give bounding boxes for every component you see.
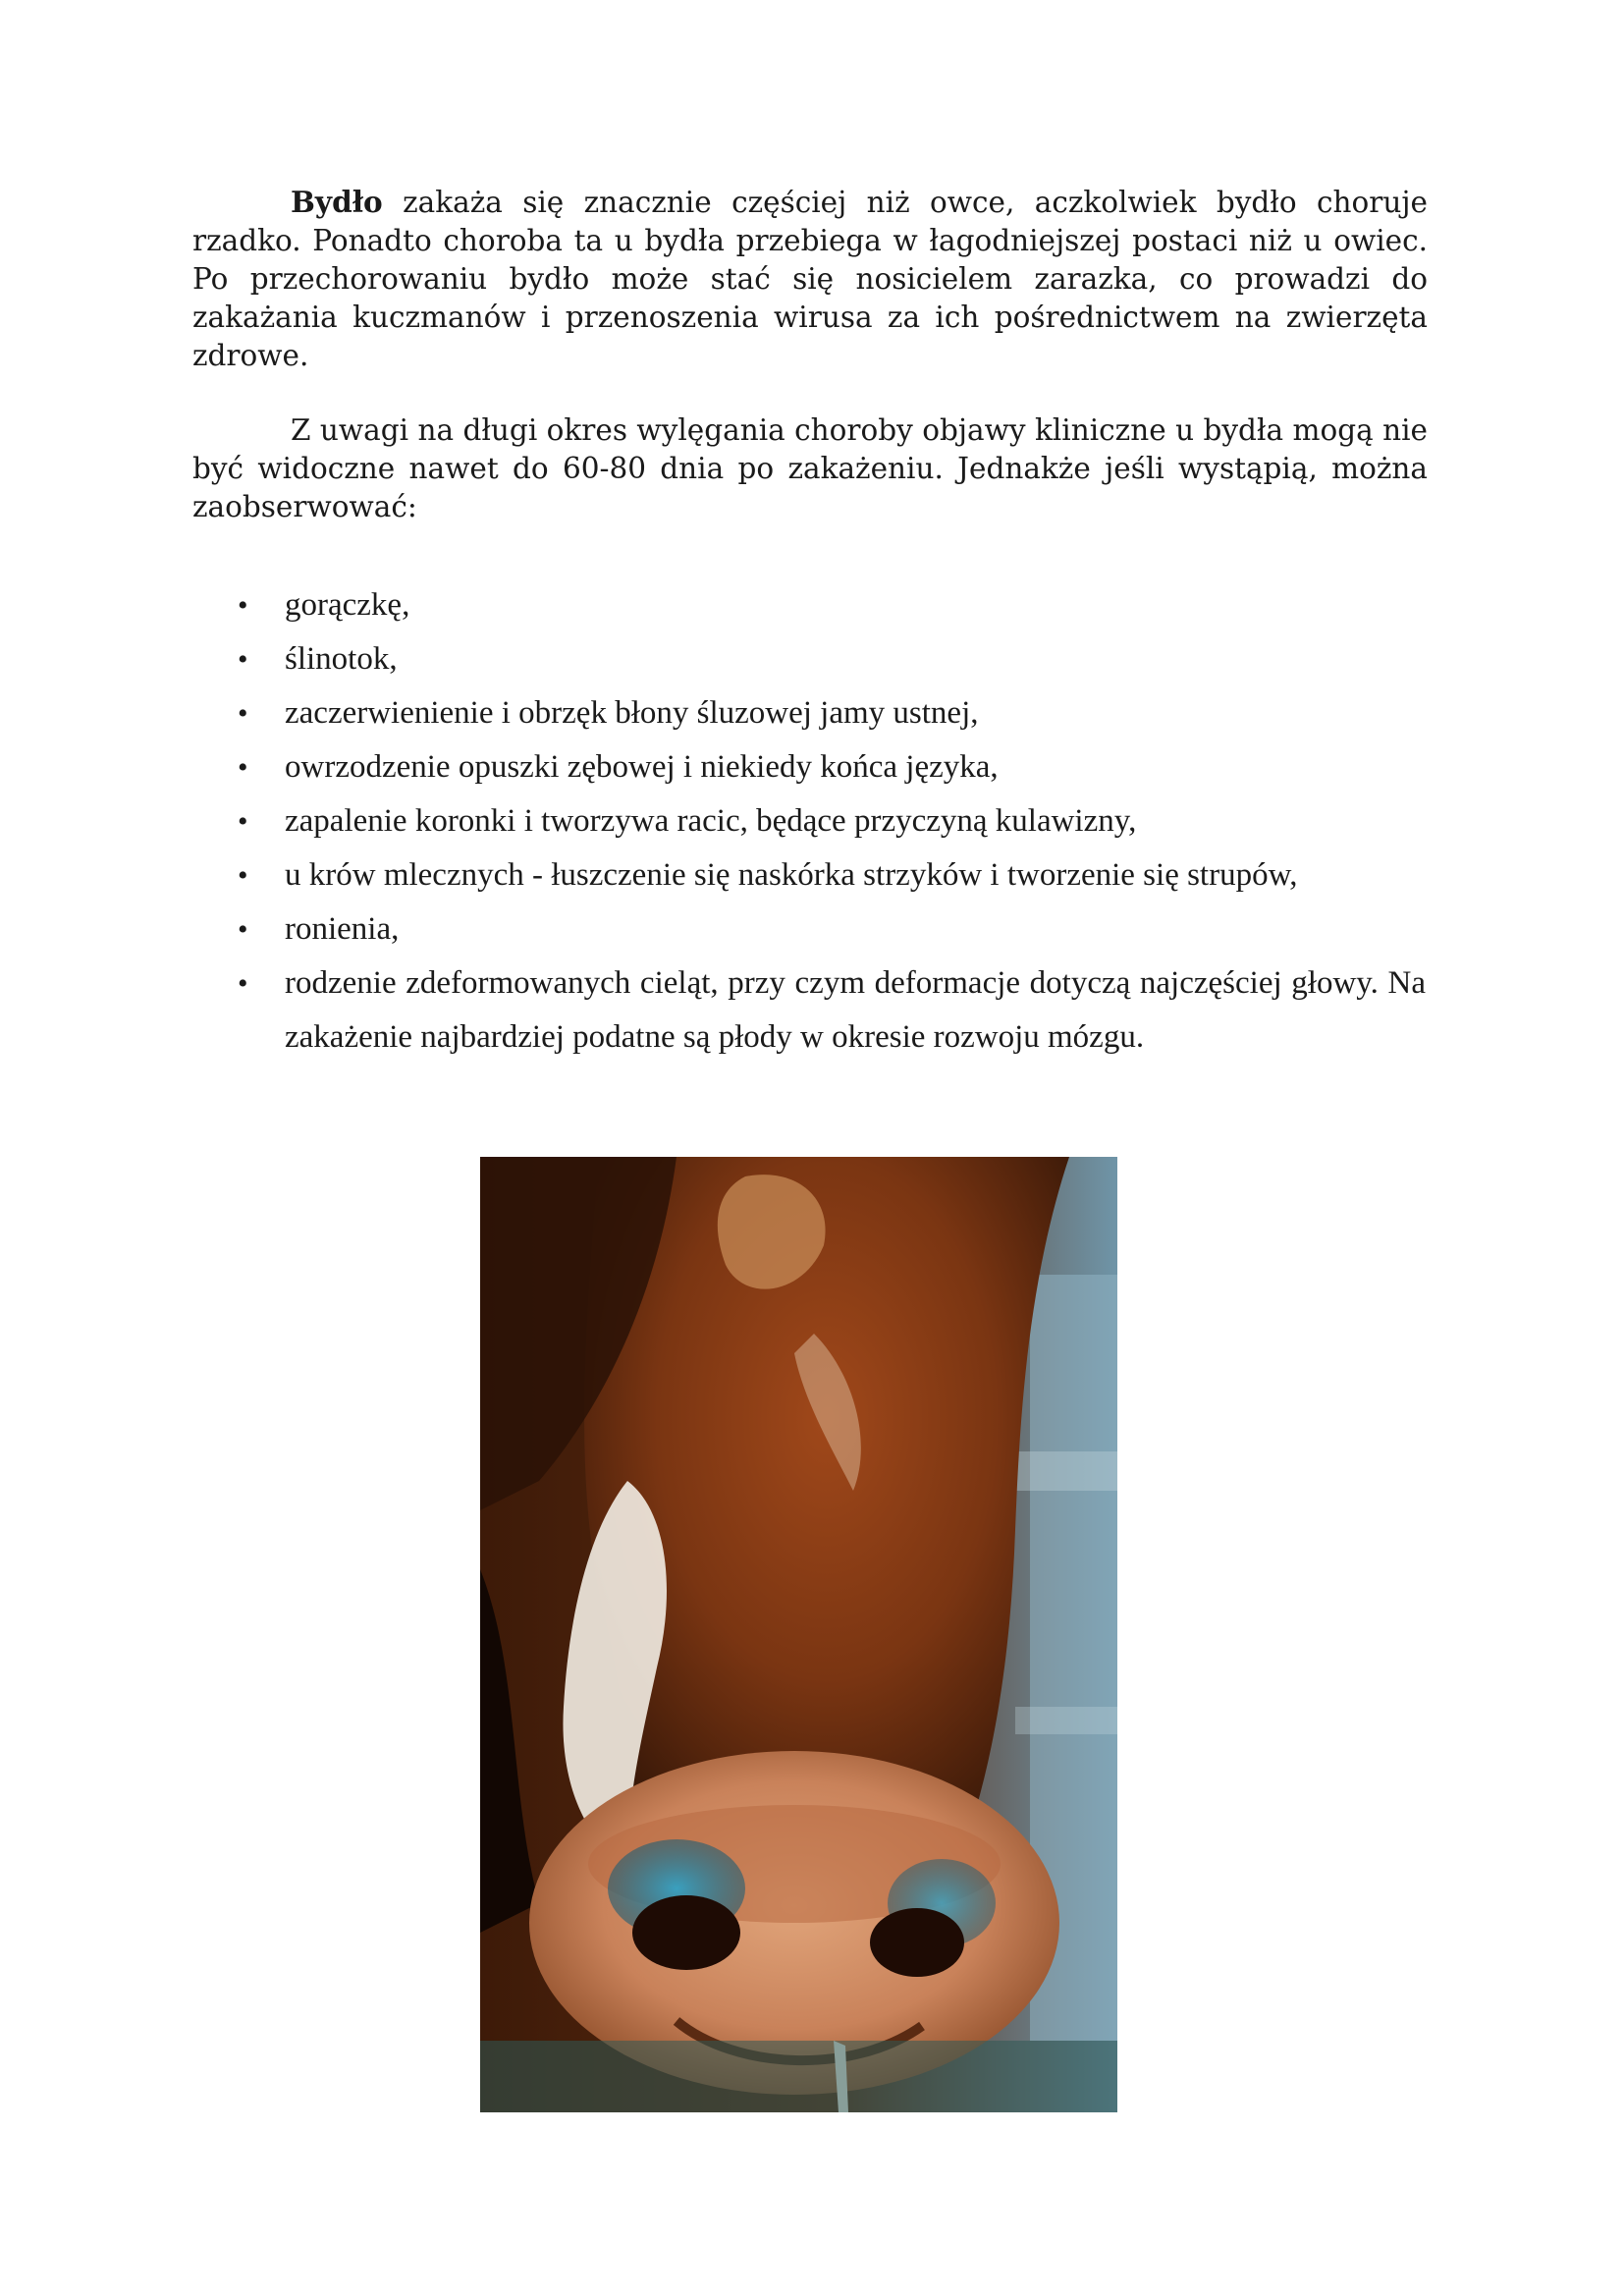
list-item-text: rodzenie zdeformowanych cieląt, przy czym deformacje dotyczą najczęściej głowy. Na zakażenie najbardziej podatne są płody w okresie rozwoju mózgu.	[285, 965, 1426, 1055]
paragraph-body: zakaża się znacznie częściej niż owce, aczkolwiek bydło choruje rzadko. Ponadto choroba ta u bydła przebiega w łagodniejszej postaci niż u owiec. Po przechorowaniu bydło może stać się nosicielem zarazka, co prowadzi do zakażania kuczmanów i przenoszenia wirusa za ich pośrednictwem na zwierzęta zdrowe.	[192, 186, 1428, 372]
bullet-icon: •	[238, 805, 248, 838]
list-item	[226, 957, 1426, 1065]
cow-muzzle-illustration	[480, 1157, 1117, 2112]
bullet-icon: •	[238, 643, 248, 676]
list-item	[226, 794, 1426, 848]
cow-muzzle-photo	[480, 1157, 1117, 2112]
list-item	[226, 578, 1426, 632]
list-item	[226, 740, 1426, 794]
bullet-icon: •	[238, 589, 248, 622]
list-item-text: zaczerwienienie i obrzęk błony śluzowej jamy ustnej,	[285, 695, 979, 731]
list-item-text: ślinotok,	[285, 641, 398, 677]
paragraph-incubation: Z uwagi na długi okres wylęgania choroby objawy kliniczne u bydła mogą nie być widoczne nawet do 60-80 dnia po zakażeniu. Jednakże jeśli wystąpią, można zaobserwować:	[192, 413, 1428, 523]
list-item-text: u krów mlecznych - łuszczenie się naskórka strzyków i tworzenie się strupów,	[285, 857, 1298, 893]
bullet-icon: •	[238, 859, 248, 892]
bullet-icon: •	[238, 913, 248, 946]
list-item	[226, 902, 1426, 957]
paragraph-cattle-infection	[192, 183, 1428, 375]
list-item-text: owrzodzenie opuszki zębowej i niekiedy końca języka,	[285, 749, 999, 785]
list-item	[226, 848, 1426, 902]
list-item-text: zapalenie koronki i tworzywa racic, będące przyczyną kulawizny,	[285, 803, 1137, 839]
list-item	[226, 632, 1426, 686]
symptom-list	[226, 578, 1426, 1065]
list-item-text: gorączkę,	[285, 587, 410, 623]
bullet-icon: •	[238, 967, 248, 1000]
paragraph-lead-word: Bydło	[291, 185, 383, 219]
list-item-text: ronienia,	[285, 911, 400, 947]
list-item	[226, 686, 1426, 740]
bullet-icon: •	[238, 751, 248, 784]
bullet-icon: •	[238, 697, 248, 730]
